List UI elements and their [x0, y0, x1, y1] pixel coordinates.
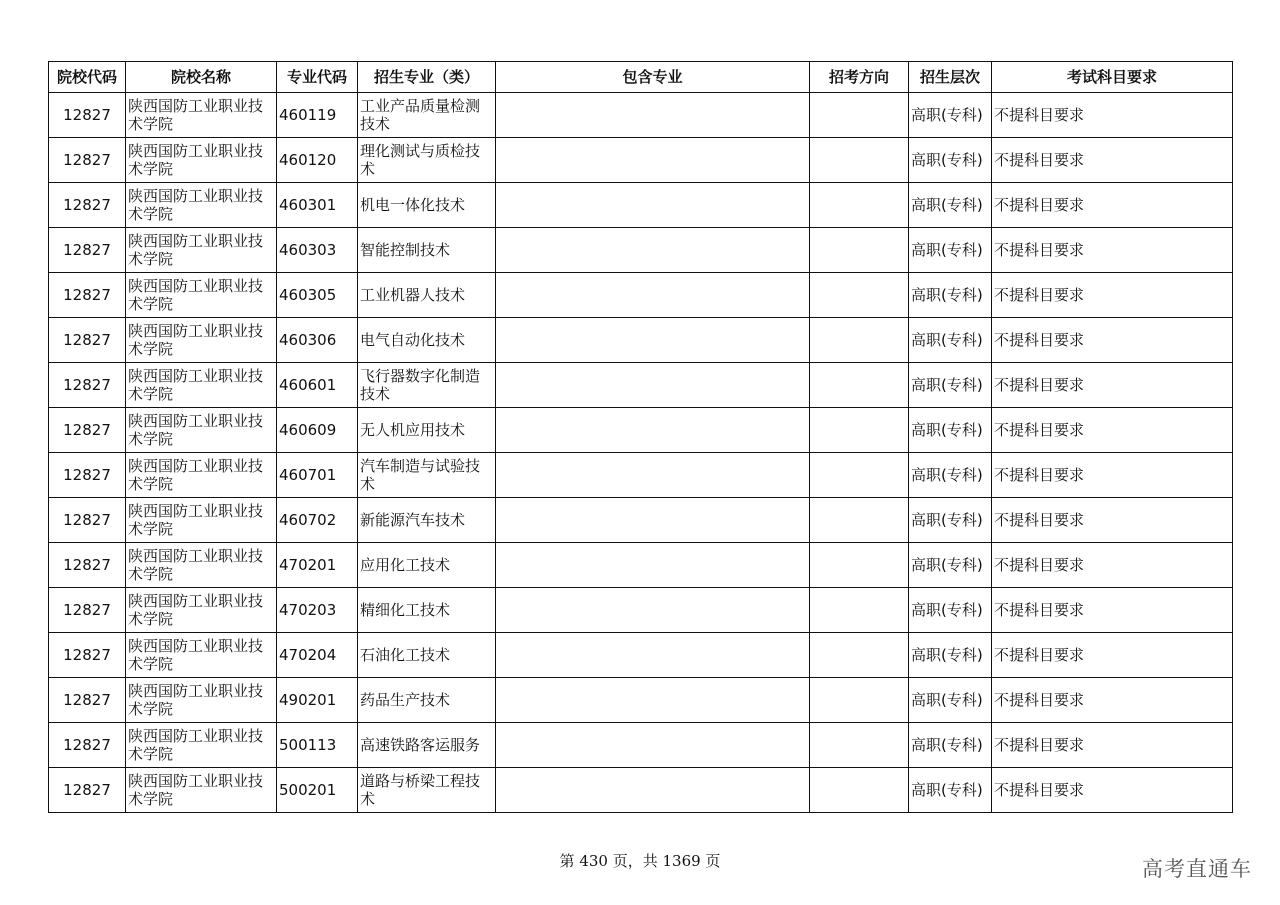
- cell-level: 高职(专科): [909, 678, 992, 723]
- cell-level: 高职(专科): [909, 768, 992, 813]
- cell-major: 工业产品质量检测技术: [358, 93, 496, 138]
- cell-direction: [810, 633, 909, 678]
- cell-included-majors: [496, 543, 810, 588]
- table-row: [49, 453, 1233, 498]
- cell-major: 道路与桥梁工程技术: [358, 768, 496, 813]
- cell-requirement: 不提科目要求: [992, 273, 1233, 318]
- cell-school-name: 陕西国防工业职业技术学院: [126, 408, 277, 453]
- header-major-code: 专业代码: [277, 62, 358, 93]
- cell-school-code: 12827: [49, 453, 126, 498]
- header-level: 招生层次: [909, 62, 992, 93]
- cell-school-name: 陕西国防工业职业技术学院: [126, 723, 277, 768]
- cell-requirement: 不提科目要求: [992, 633, 1233, 678]
- cell-included-majors: [496, 768, 810, 813]
- table-row: [49, 183, 1233, 228]
- cell-school-code: 12827: [49, 633, 126, 678]
- cell-requirement: 不提科目要求: [992, 138, 1233, 183]
- cell-level: 高职(专科): [909, 138, 992, 183]
- cell-school-code: 12827: [49, 408, 126, 453]
- table-row: [49, 273, 1233, 318]
- cell-requirement: 不提科目要求: [992, 498, 1233, 543]
- table-row: [49, 723, 1233, 768]
- cell-school-name: 陕西国防工业职业技术学院: [126, 453, 277, 498]
- header-direction: 招考方向: [810, 62, 909, 93]
- cell-major: 精细化工技术: [358, 588, 496, 633]
- header-included-majors: 包含专业: [496, 62, 810, 93]
- cell-school-code: 12827: [49, 93, 126, 138]
- cell-included-majors: [496, 723, 810, 768]
- cell-direction: [810, 543, 909, 588]
- cell-level: 高职(专科): [909, 408, 992, 453]
- cell-requirement: 不提科目要求: [992, 228, 1233, 273]
- cell-level: 高职(专科): [909, 228, 992, 273]
- cell-level: 高职(专科): [909, 543, 992, 588]
- cell-requirement: 不提科目要求: [992, 543, 1233, 588]
- cell-school-name: 陕西国防工业职业技术学院: [126, 138, 277, 183]
- cell-major: 药品生产技术: [358, 678, 496, 723]
- cell-requirement: 不提科目要求: [992, 678, 1233, 723]
- cell-direction: [810, 228, 909, 273]
- cell-school-code: 12827: [49, 138, 126, 183]
- cell-level: 高职(专科): [909, 453, 992, 498]
- cell-direction: [810, 723, 909, 768]
- cell-school-name: 陕西国防工业职业技术学院: [126, 183, 277, 228]
- cell-requirement: 不提科目要求: [992, 588, 1233, 633]
- cell-school-name: 陕西国防工业职业技术学院: [126, 588, 277, 633]
- cell-major: 理化测试与质检技术: [358, 138, 496, 183]
- cell-direction: [810, 453, 909, 498]
- cell-requirement: 不提科目要求: [992, 93, 1233, 138]
- cell-direction: [810, 588, 909, 633]
- cell-major: 汽车制造与试验技术: [358, 453, 496, 498]
- cell-school-code: 12827: [49, 543, 126, 588]
- cell-included-majors: [496, 183, 810, 228]
- table-row: [49, 633, 1233, 678]
- cell-level: 高职(专科): [909, 93, 992, 138]
- table-row: [49, 363, 1233, 408]
- cell-school-name: 陕西国防工业职业技术学院: [126, 228, 277, 273]
- table-row: [49, 543, 1233, 588]
- cell-school-code: 12827: [49, 318, 126, 363]
- cell-major-code: 460702: [277, 498, 358, 543]
- cell-level: 高职(专科): [909, 633, 992, 678]
- cell-requirement: 不提科目要求: [992, 453, 1233, 498]
- table-row: [49, 498, 1233, 543]
- table-row: [49, 138, 1233, 183]
- cell-major-code: 460609: [277, 408, 358, 453]
- admissions-table: [48, 61, 1233, 813]
- cell-school-code: 12827: [49, 498, 126, 543]
- table-row: [49, 678, 1233, 723]
- cell-level: 高职(专科): [909, 183, 992, 228]
- cell-direction: [810, 138, 909, 183]
- cell-included-majors: [496, 363, 810, 408]
- cell-major: 飞行器数字化制造技术: [358, 363, 496, 408]
- cell-included-majors: [496, 453, 810, 498]
- cell-included-majors: [496, 318, 810, 363]
- cell-major-code: 460119: [277, 93, 358, 138]
- cell-school-code: 12827: [49, 228, 126, 273]
- cell-level: 高职(专科): [909, 498, 992, 543]
- page-number: 第 430 页，共 1369 页: [559, 852, 721, 870]
- cell-level: 高职(专科): [909, 273, 992, 318]
- cell-major: 机电一体化技术: [358, 183, 496, 228]
- cell-requirement: 不提科目要求: [992, 183, 1233, 228]
- cell-direction: [810, 498, 909, 543]
- cell-included-majors: [496, 228, 810, 273]
- cell-major: 新能源汽车技术: [358, 498, 496, 543]
- cell-school-name: 陕西国防工业职业技术学院: [126, 768, 277, 813]
- cell-requirement: 不提科目要求: [992, 408, 1233, 453]
- cell-major: 应用化工技术: [358, 543, 496, 588]
- cell-school-code: 12827: [49, 723, 126, 768]
- cell-direction: [810, 183, 909, 228]
- table-body: [49, 93, 1233, 813]
- table-row: [49, 93, 1233, 138]
- header-school-name: 院校名称: [126, 62, 277, 93]
- cell-school-name: 陕西国防工业职业技术学院: [126, 273, 277, 318]
- cell-school-name: 陕西国防工业职业技术学院: [126, 633, 277, 678]
- cell-direction: [810, 768, 909, 813]
- cell-school-code: 12827: [49, 768, 126, 813]
- cell-school-name: 陕西国防工业职业技术学院: [126, 543, 277, 588]
- cell-direction: [810, 363, 909, 408]
- cell-major-code: 460701: [277, 453, 358, 498]
- cell-school-name: 陕西国防工业职业技术学院: [126, 678, 277, 723]
- cell-major-code: 460306: [277, 318, 358, 363]
- cell-school-code: 12827: [49, 678, 126, 723]
- cell-major-code: 500201: [277, 768, 358, 813]
- cell-requirement: 不提科目要求: [992, 768, 1233, 813]
- cell-level: 高职(专科): [909, 363, 992, 408]
- table-row: [49, 768, 1233, 813]
- cell-school-name: 陕西国防工业职业技术学院: [126, 93, 277, 138]
- cell-major: 石油化工技术: [358, 633, 496, 678]
- cell-included-majors: [496, 633, 810, 678]
- header-major: 招生专业（类）: [358, 62, 496, 93]
- cell-included-majors: [496, 678, 810, 723]
- cell-level: 高职(专科): [909, 318, 992, 363]
- table-row: [49, 318, 1233, 363]
- cell-school-code: 12827: [49, 273, 126, 318]
- cell-major-code: 460601: [277, 363, 358, 408]
- table-row: [49, 228, 1233, 273]
- cell-included-majors: [496, 138, 810, 183]
- cell-major-code: 490201: [277, 678, 358, 723]
- cell-major: 电气自动化技术: [358, 318, 496, 363]
- cell-included-majors: [496, 498, 810, 543]
- cell-major-code: 470204: [277, 633, 358, 678]
- cell-school-code: 12827: [49, 588, 126, 633]
- cell-direction: [810, 408, 909, 453]
- cell-direction: [810, 273, 909, 318]
- cell-school-code: 12827: [49, 363, 126, 408]
- cell-direction: [810, 318, 909, 363]
- cell-major-code: 460301: [277, 183, 358, 228]
- cell-school-name: 陕西国防工业职业技术学院: [126, 318, 277, 363]
- cell-requirement: 不提科目要求: [992, 363, 1233, 408]
- cell-direction: [810, 93, 909, 138]
- cell-level: 高职(专科): [909, 723, 992, 768]
- cell-level: 高职(专科): [909, 588, 992, 633]
- cell-major: 无人机应用技术: [358, 408, 496, 453]
- cell-school-code: 12827: [49, 183, 126, 228]
- cell-major: 智能控制技术: [358, 228, 496, 273]
- cell-major-code: 460120: [277, 138, 358, 183]
- cell-included-majors: [496, 273, 810, 318]
- cell-major-code: 460303: [277, 228, 358, 273]
- cell-major-code: 460305: [277, 273, 358, 318]
- cell-included-majors: [496, 93, 810, 138]
- table-row: [49, 408, 1233, 453]
- cell-included-majors: [496, 588, 810, 633]
- table-header-row: [49, 62, 1233, 93]
- cell-direction: [810, 678, 909, 723]
- cell-major-code: 470203: [277, 588, 358, 633]
- cell-major: 高速铁路客运服务: [358, 723, 496, 768]
- cell-major: 工业机器人技术: [358, 273, 496, 318]
- cell-requirement: 不提科目要求: [992, 318, 1233, 363]
- cell-requirement: 不提科目要求: [992, 723, 1233, 768]
- cell-school-name: 陕西国防工业职业技术学院: [126, 498, 277, 543]
- header-school-code: 院校代码: [49, 62, 126, 93]
- cell-school-name: 陕西国防工业职业技术学院: [126, 363, 277, 408]
- cell-major-code: 500113: [277, 723, 358, 768]
- header-requirement: 考试科目要求: [992, 62, 1233, 93]
- cell-included-majors: [496, 408, 810, 453]
- watermark: 高考直通车: [1142, 857, 1252, 881]
- cell-major-code: 470201: [277, 543, 358, 588]
- table-row: [49, 588, 1233, 633]
